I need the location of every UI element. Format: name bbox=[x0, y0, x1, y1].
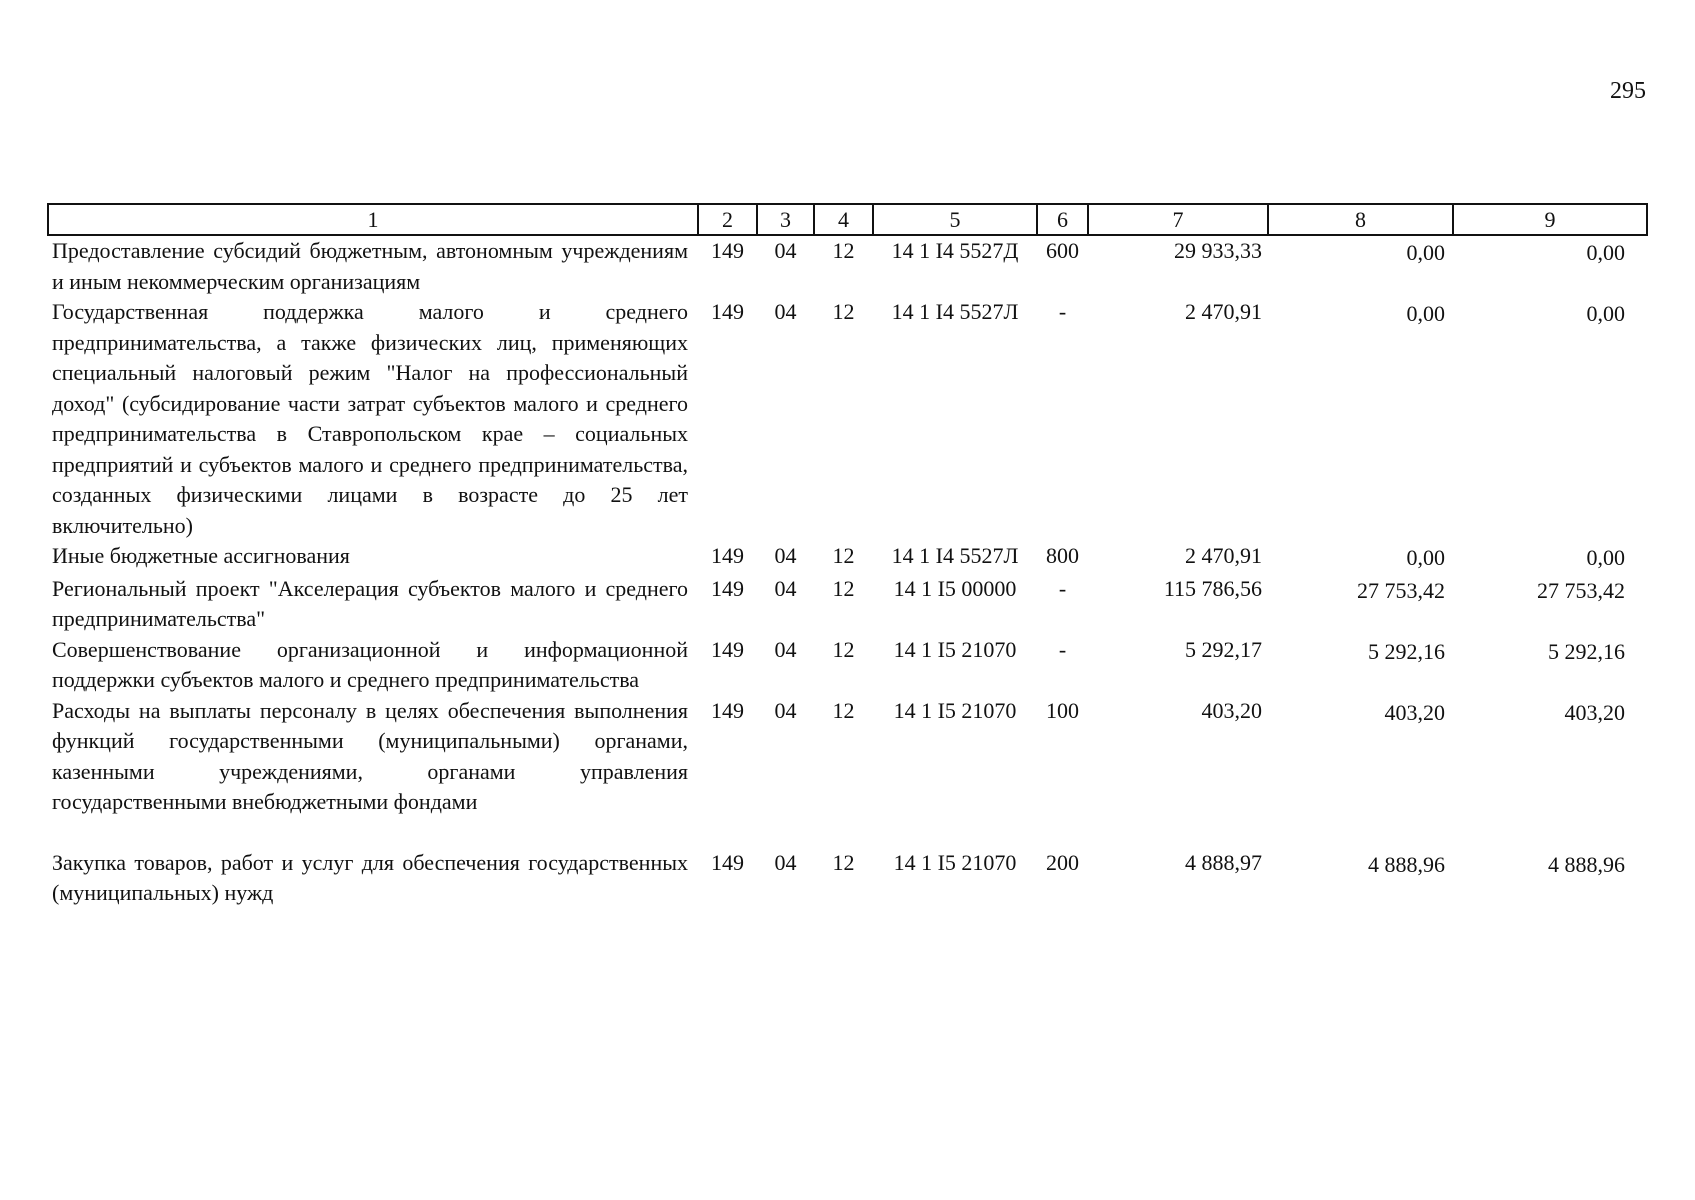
row-target-code: 14 1 I4 5527Л bbox=[891, 299, 1019, 324]
row-amount-col7: 115 786,56 bbox=[1163, 575, 1262, 601]
row-target-code: 14 1 I5 21070 bbox=[893, 849, 1017, 875]
table-body bbox=[48, 235, 1647, 909]
budget-table bbox=[47, 203, 1648, 909]
row-expense-type: - bbox=[1058, 299, 1067, 324]
header-col-5: 5 bbox=[873, 204, 1037, 235]
row-amount-col7: 2 470,91 bbox=[1185, 299, 1262, 324]
header-col-1: 1 bbox=[48, 204, 698, 235]
row-amount-col9: 27 753,42 bbox=[1537, 577, 1625, 603]
row-description: Иные бюджетные ассигнования bbox=[52, 543, 350, 568]
row-expense-type: 600 bbox=[1046, 238, 1079, 263]
header-col-8: 8 bbox=[1268, 204, 1453, 235]
budget-table-container bbox=[47, 203, 1646, 909]
row-amount-col8: 4 888,96 bbox=[1368, 851, 1445, 877]
row-amount-col7: 29 933,33 bbox=[1174, 238, 1262, 263]
header-col-6: 6 bbox=[1037, 204, 1088, 235]
row-expense-type: - bbox=[1058, 636, 1067, 662]
table-row bbox=[48, 635, 1647, 696]
table-row bbox=[48, 541, 1647, 574]
row-section-code: 04 bbox=[774, 636, 797, 662]
row-ministry-code: 149 bbox=[711, 697, 744, 723]
row-amount-col7: 2 470,91 bbox=[1185, 543, 1262, 568]
row-description: Закупка товаров, работ и услуг для обеспечения государственных (муниципальных) нужд bbox=[52, 849, 688, 905]
row-amount-col8: 5 292,16 bbox=[1368, 638, 1445, 664]
row-ministry-code: 149 bbox=[711, 849, 744, 875]
row-description: Совершенствование организационной и информационной поддержки субъектов малого и среднего предпринимательства bbox=[52, 636, 688, 692]
row-amount-col8: 27 753,42 bbox=[1357, 577, 1445, 603]
row-amount-col9: 0,00 bbox=[1586, 301, 1625, 326]
row-ministry-code: 149 bbox=[711, 299, 744, 324]
row-amount-col7: 403,20 bbox=[1201, 697, 1262, 723]
row-section-code: 04 bbox=[774, 238, 797, 263]
header-row bbox=[48, 204, 1647, 235]
row-amount-col7: 5 292,17 bbox=[1185, 636, 1262, 662]
row-description: Предоставление субсидий бюджетным, автономным учреждениям и иным некоммерческим организациям bbox=[52, 238, 688, 294]
row-subsection-code: 12 bbox=[832, 575, 855, 601]
row-amount-col8: 0,00 bbox=[1406, 240, 1445, 265]
row-expense-type: - bbox=[1058, 575, 1067, 601]
row-amount-col9: 4 888,96 bbox=[1548, 851, 1625, 877]
row-subsection-code: 12 bbox=[832, 543, 855, 568]
table-header bbox=[48, 204, 1647, 235]
table-row bbox=[48, 848, 1647, 909]
row-ministry-code: 149 bbox=[711, 543, 744, 568]
row-amount-col9: 403,20 bbox=[1564, 699, 1625, 725]
row-ministry-code: 149 bbox=[711, 636, 744, 662]
row-ministry-code: 149 bbox=[711, 238, 744, 263]
page-number: 295 bbox=[1610, 78, 1646, 104]
row-target-code: 14 1 I4 5527Л bbox=[891, 543, 1019, 568]
row-description: Государственная поддержка малого и среднего предпринимательства, а также физических лиц, применяющих специальный налоговый режим "Налог на профессиональный доход" (субсидирование части затрат субъектов малого и среднего предпринимательства в Ставропольском крае – социальных предприятий и субъектов малого и среднего предпринимательства, созданных физическими лицами в возрасте до 25 лет включительно) bbox=[52, 299, 688, 538]
row-subsection-code: 12 bbox=[832, 299, 855, 324]
row-amount-col8: 0,00 bbox=[1406, 545, 1445, 570]
header-col-3: 3 bbox=[757, 204, 814, 235]
header-col-2: 2 bbox=[698, 204, 757, 235]
row-spacer bbox=[48, 818, 1647, 848]
table-row bbox=[48, 696, 1647, 818]
table-row bbox=[48, 574, 1647, 635]
row-description: Региональный проект "Акселерация субъектов малого и среднего предпринимательства" bbox=[52, 575, 688, 631]
row-target-code: 14 1 I4 5527Д bbox=[891, 238, 1019, 263]
table-row bbox=[48, 235, 1647, 297]
row-target-code: 14 1 I5 21070 bbox=[893, 636, 1017, 662]
row-amount-col9: 0,00 bbox=[1586, 240, 1625, 265]
header-col-4: 4 bbox=[814, 204, 873, 235]
row-expense-type: 200 bbox=[1046, 849, 1079, 875]
table-row bbox=[48, 297, 1647, 541]
row-subsection-code: 12 bbox=[832, 636, 855, 662]
row-section-code: 04 bbox=[774, 299, 797, 324]
row-amount-col8: 403,20 bbox=[1384, 699, 1445, 725]
row-subsection-code: 12 bbox=[832, 238, 855, 263]
row-subsection-code: 12 bbox=[832, 697, 855, 723]
row-expense-type: 100 bbox=[1046, 697, 1079, 723]
row-amount-col9: 0,00 bbox=[1586, 545, 1625, 570]
row-target-code: 14 1 I5 21070 bbox=[893, 697, 1017, 723]
row-expense-type: 800 bbox=[1046, 543, 1079, 568]
row-target-code: 14 1 I5 00000 bbox=[893, 575, 1017, 601]
row-section-code: 04 bbox=[774, 543, 797, 568]
row-subsection-code: 12 bbox=[832, 849, 855, 875]
header-col-7: 7 bbox=[1088, 204, 1268, 235]
row-amount-col7: 4 888,97 bbox=[1185, 849, 1262, 875]
spacer-cell bbox=[48, 818, 1647, 848]
row-section-code: 04 bbox=[774, 849, 797, 875]
row-section-code: 04 bbox=[774, 575, 797, 601]
row-amount-col9: 5 292,16 bbox=[1548, 638, 1625, 664]
row-section-code: 04 bbox=[774, 697, 797, 723]
header-col-9: 9 bbox=[1453, 204, 1647, 235]
row-ministry-code: 149 bbox=[711, 575, 744, 601]
row-amount-col8: 0,00 bbox=[1406, 301, 1445, 326]
row-description: Расходы на выплаты персоналу в целях обеспечения выполнения функций государственными (муниципальными) органами, казенными учреждениями, органами управления государственными внебюджетными фондами bbox=[52, 697, 688, 814]
